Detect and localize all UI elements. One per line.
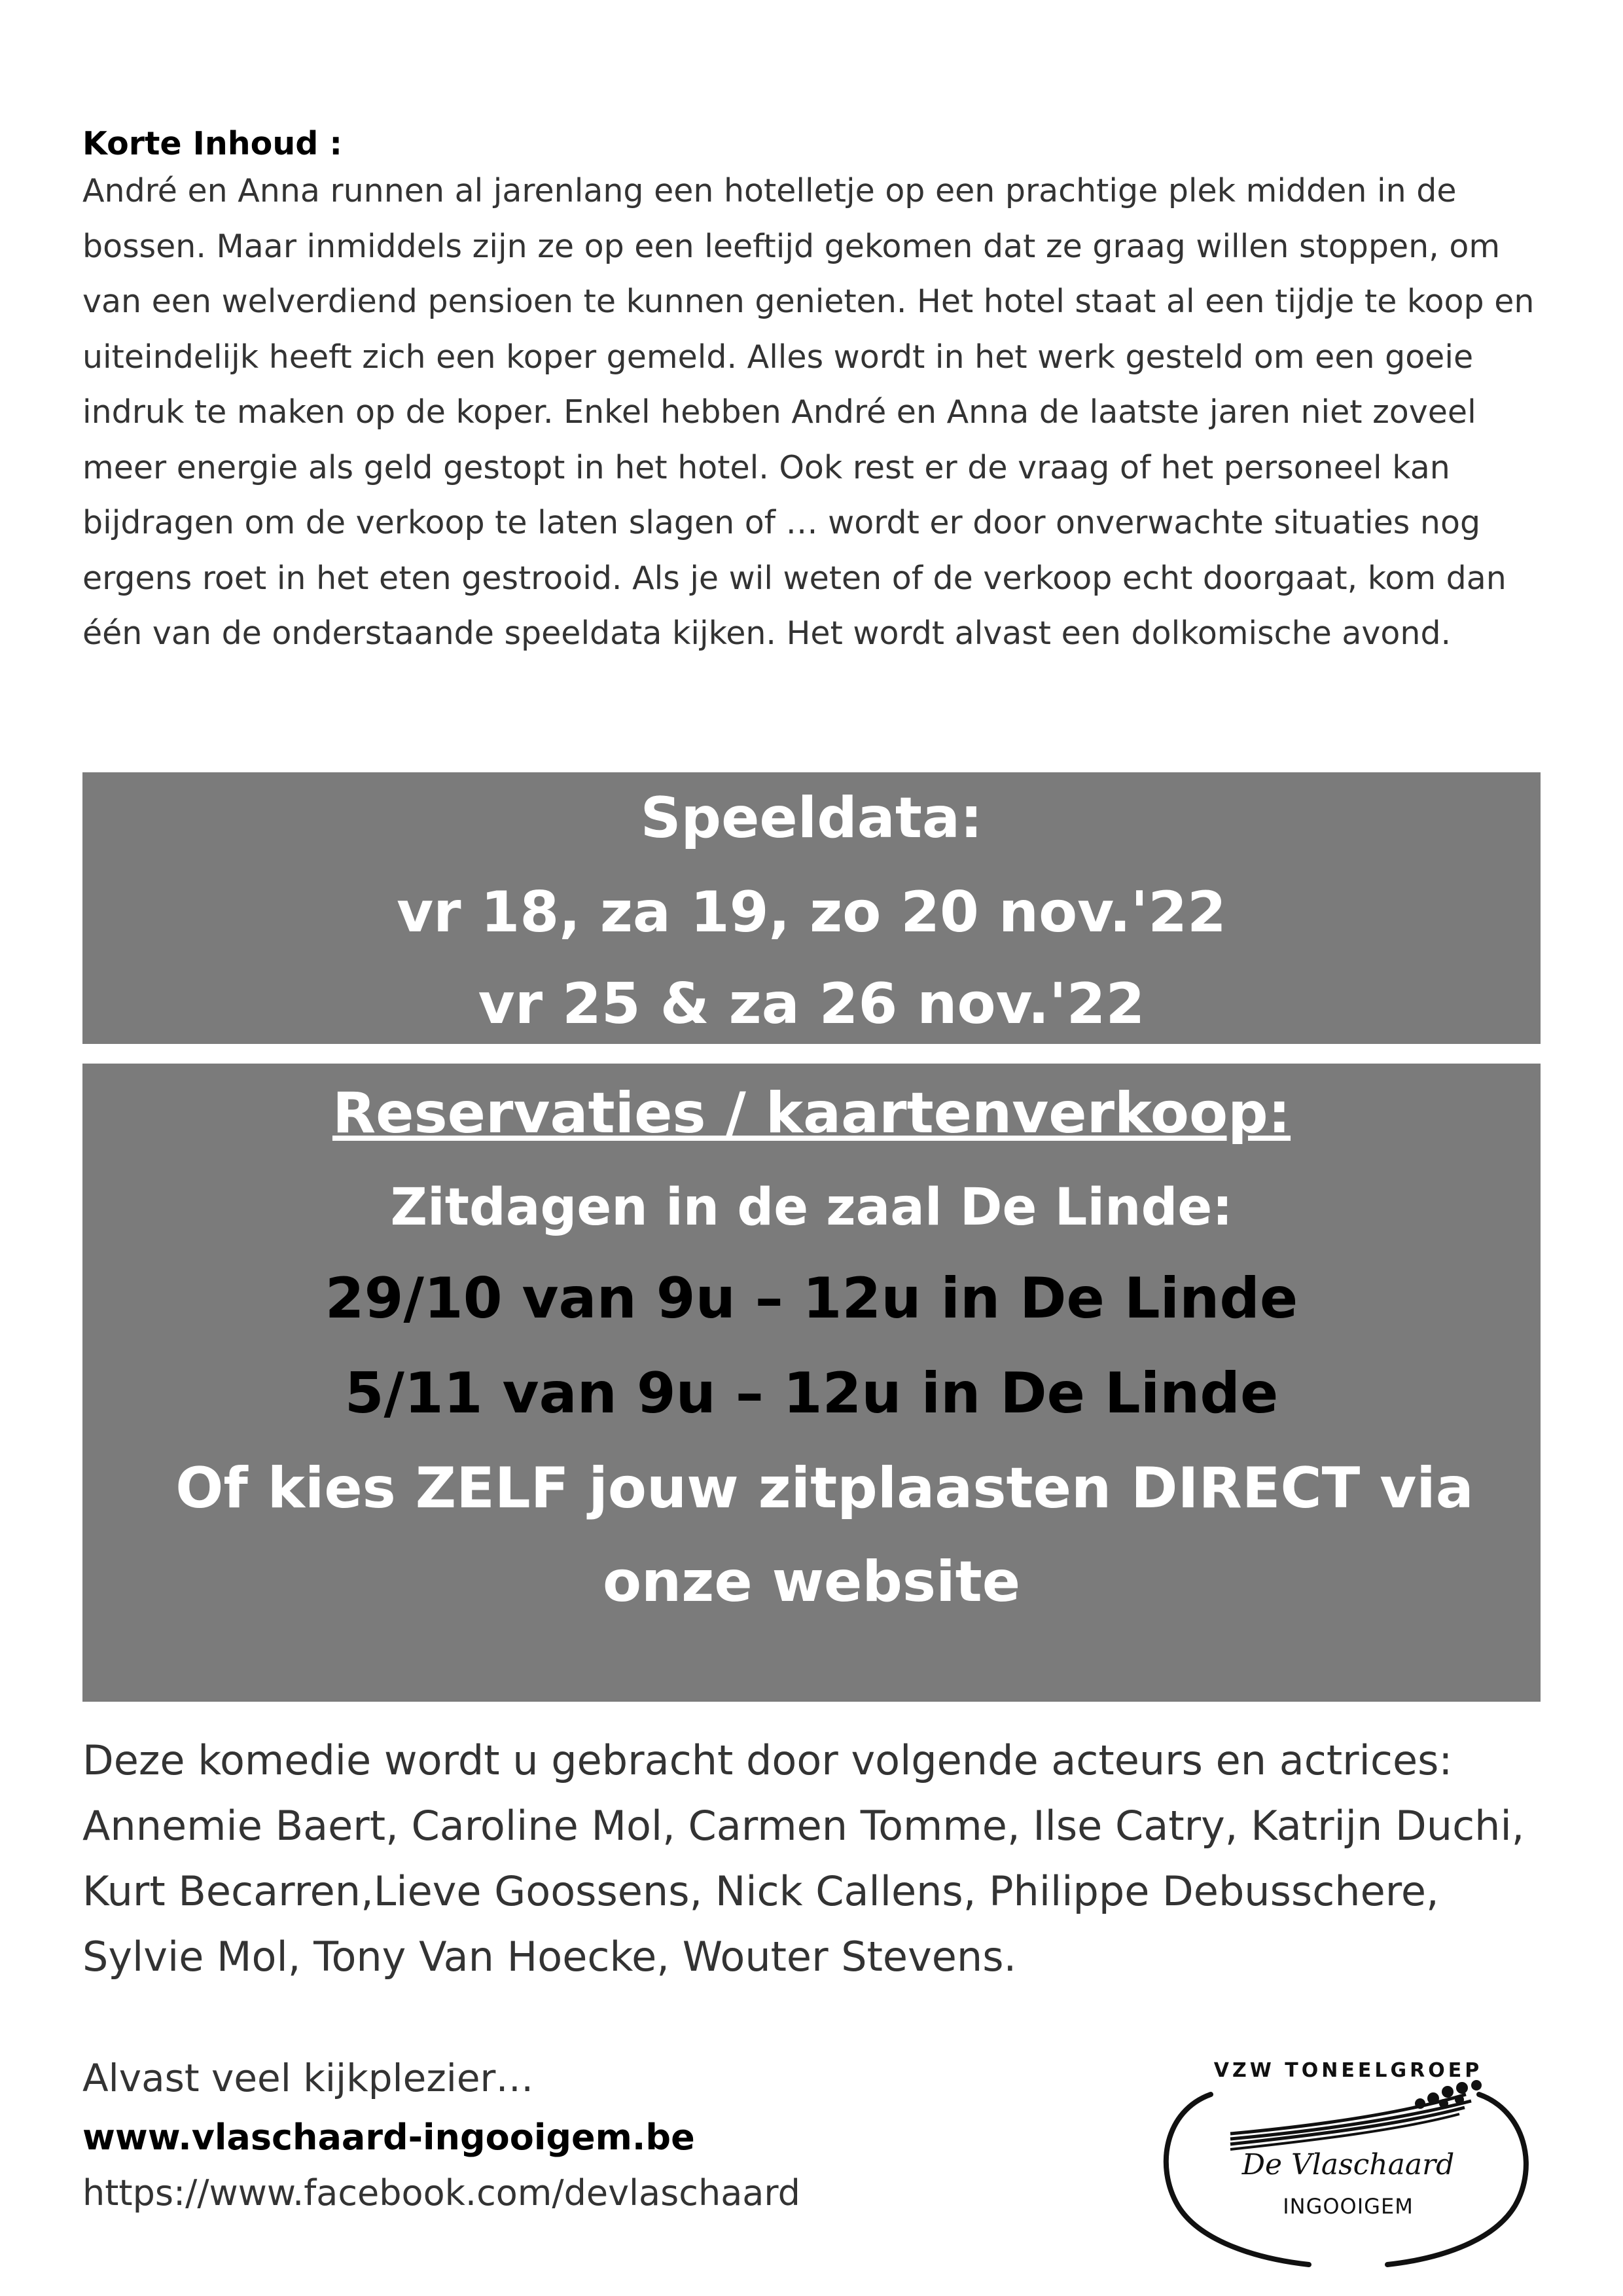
website-link[interactable]: www.vlaschaard-ingooigem.be — [82, 2117, 695, 2158]
vlaschaard-logo — [1152, 2049, 1544, 2271]
reservation-date-2: 5/11 van 9u – 12u in De Linde — [344, 1361, 1279, 1426]
reservations-title: Reservaties / kaartenverkoop: — [332, 1081, 1291, 1146]
dates-line-1: vr 18, za 19, zo 20 nov.'22 — [397, 880, 1226, 945]
dates-title-text: Speeldata — [640, 785, 960, 851]
reservation-web-line-2: onze website — [602, 1549, 1021, 1615]
reservations-box — [82, 1064, 1541, 1702]
summary-section — [82, 124, 1542, 662]
reservations-subtitle: Zitdagen in de zaal De Linde: — [390, 1178, 1233, 1237]
reservation-date-1: 29/10 van 9u – 12u in De Linde — [325, 1266, 1298, 1331]
footer — [82, 2055, 1064, 2216]
logo-name-text: De Vlaschaard — [1241, 2148, 1455, 2181]
closing-text: Alvast veel kijkplezier… — [82, 2056, 534, 2100]
facebook-link[interactable]: https://www.facebook.com/devlaschaard — [82, 2172, 800, 2214]
logo-place-text: INGOOIGEM — [1283, 2194, 1414, 2219]
dates-line-2: vr 25 & za 26 nov.'22 — [478, 971, 1145, 1037]
performance-dates-box — [82, 772, 1541, 1044]
logo-org-text: VZW TONEELGROEP — [1213, 2059, 1483, 2082]
dates-title — [82, 783, 1541, 853]
summary-heading: Korte Inhoud : — [82, 125, 342, 162]
cast-text: Deze komedie wordt u gebracht door volgende acteurs en actrices: Annemie Baert, Caroline Mol, Carmen Tomme, Ilse Catry, Katrijn Duchi, Kurt Becarren,Lieve Goossens, Nick Callens, Philippe Debusschere, Sylvie Mol, Tony Van Hoecke, Wouter Stevens. — [82, 1736, 1525, 1981]
reservation-web-line-1: Of kies ZELF jouw zitplaasten DIRECT via — [175, 1456, 1474, 1521]
dates-title-colon: : — [959, 785, 983, 851]
summary-text: André en Anna runnen al jarenlang een hotelletje op een prachtige plek midden in de bossen. Maar inmiddels zijn ze op een leeftijd gekomen dat ze graag willen stoppen, om van een welverdiend pensioen te kunnen genieten. Het hotel staat al een tijdje te koop en uiteindelijk heeft zich een koper gemeld. Alles wordt in het werk gesteld om een goeie indruk te maken op de koper. Enkel hebben André en Anna de laatste jaren niet zoveel meer energie als geld gestopt in het hotel. Ook rest er de vraag of het personeel kan bijdragen om de verkoop te laten slagen of … wordt er door onverwachte situaties nog ergens roet in het eten gestrooid. Als je wil weten of de verkoop echt doorgaat, kom dan één van de onderstaande speeldata kijken. Het wordt alvast een dolkomische avond. — [82, 172, 1535, 652]
